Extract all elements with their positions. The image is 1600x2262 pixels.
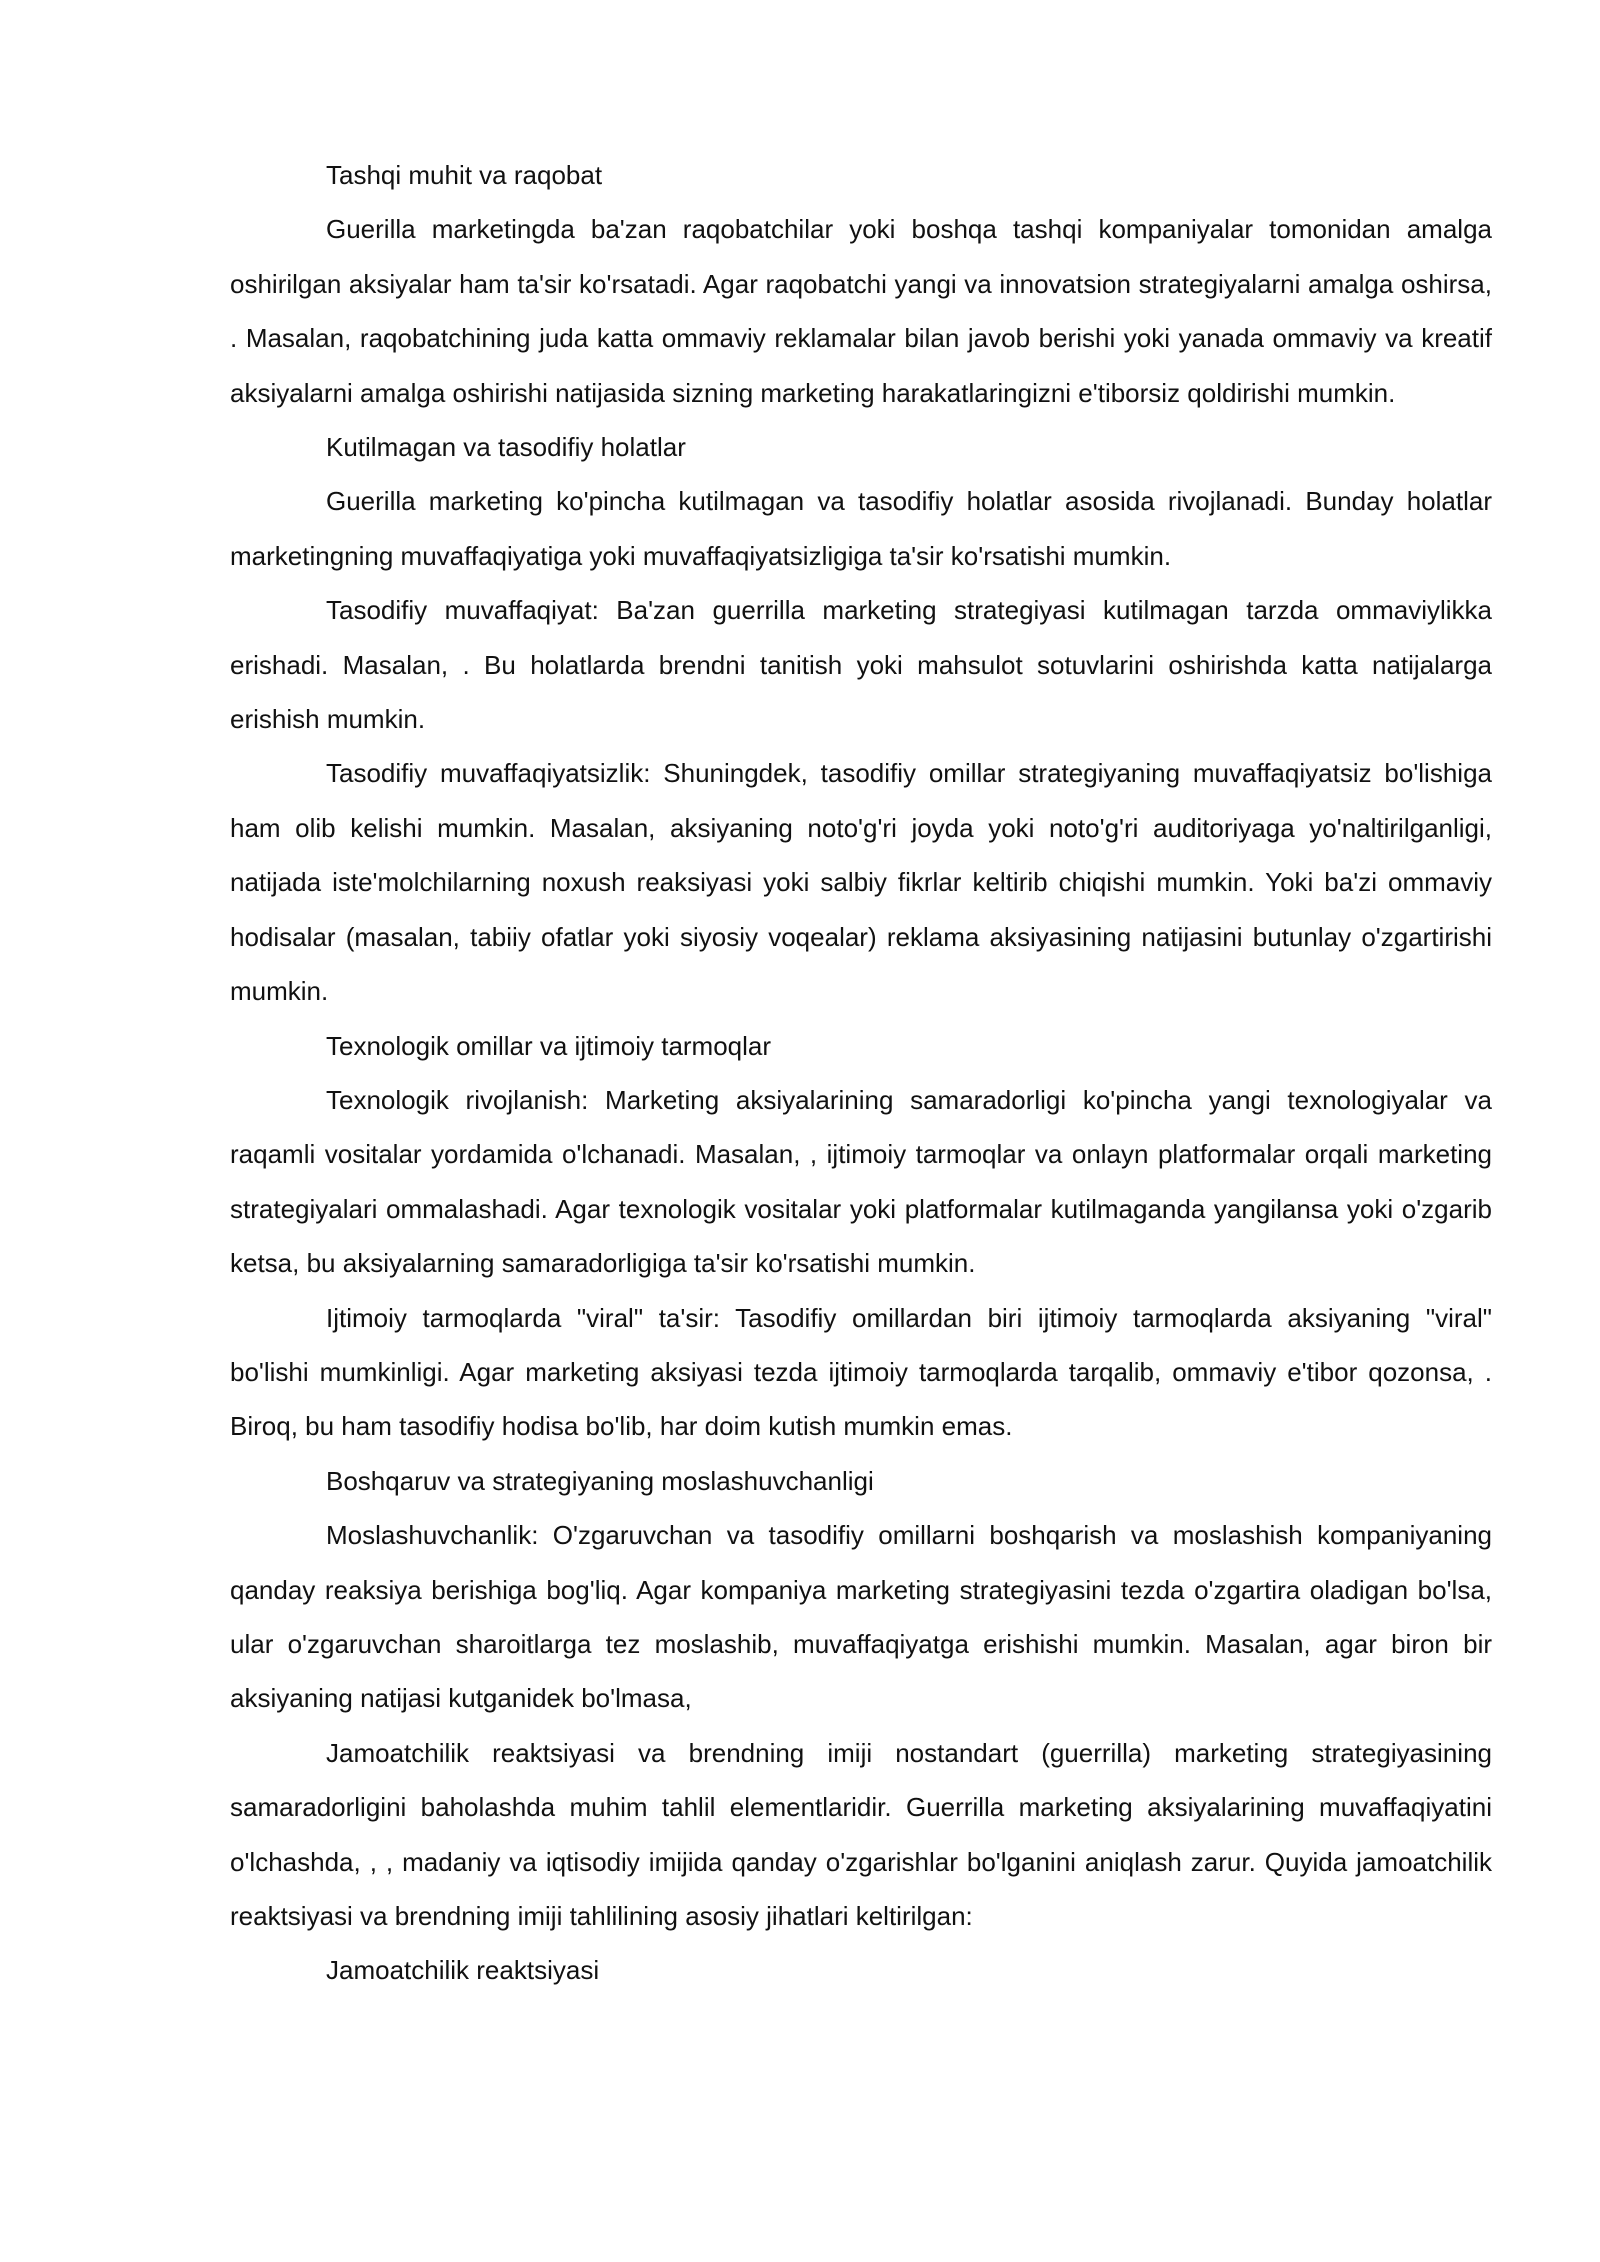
section-heading-external-environment: Tashqi muhit va raqobat — [326, 160, 603, 190]
document-body — [230, 148, 1492, 1998]
paragraph-unexpected-situations: Guerilla marketing ko'pincha kutilmagan va tasodifiy holatlar asosida rivojlanadi. Bunday holatlar marketingning muvaffaqiyatiga yoki muvaffaqiyatsizligiga ta'sir ko'rsatishi mumkin. — [230, 486, 1492, 571]
paragraph-random-success: Tasodifiy muvaffaqiyat: Ba'zan guerrilla marketing strategiyasi kutilmagan tarzda ommaviylikka erishadi. Masalan, . Bu holatlarda brendni tanitish yoki mahsulot sotuvlarini oshirishda katta natijalarga erishish mumkin. — [230, 595, 1492, 735]
section-heading-public-reaction: Jamoatchilik reaktsiyasi — [326, 1955, 600, 1986]
paragraph-public-reaction-intro: Jamoatchilik reaktsiyasi va brendning imiji nostandart (guerrilla) marketing strategiyasining samaradorligini baholashda muhim tahlil elementlaridir. Guerrilla marketing aksiyalarining muvaffaqiyatini o'lchashda, , , madaniy va iqtisodiy imijida qanday o'zgarishlar bo'lganini aniqlash zarur. Quyida jamoatchilik reaktsiyasi va brendning imiji tahlilining asosiy jihatlari keltirilgan: — [230, 1737, 1492, 1931]
paragraph-flexibility: Moslashuvchanlik: O'zgaruvchan va tasodifiy omillarni boshqarish va moslashish kompaniyaning qanday reaksiya berishiga bog'liq. Agar kompaniya marketing strategiyasini tezda o'zgartira oladigan bo'lsa, ular o'zgaruvchan sharoitlarga tez moslashib, muvaffaqiyatga erishishi mumkin. Masalan, agar biron bir aksiyaning natijasi kutganidek bo'lmasa, — [230, 1520, 1492, 1714]
section-heading-unexpected-situations: Kutilmagan va tasodifiy holatlar — [326, 432, 686, 463]
paragraph-random-failure: Tasodifiy muvaffaqiyatsizlik: Shuningdek, tasodifiy omillar strategiyaning muvaffaqiyatsiz bo'lishiga ham olib kelishi mumkin. Masalan, aksiyaning noto'g'ri joyda yoki noto'g'ri auditoriyaga yo'naltirilganligi, natijada iste'molchilarning noxush reaksiyasi yoki salbiy fikrlar keltirib chiqishi mumkin. Yoki ba'zi ommaviy hodisalar (masalan, tabiiy ofatlar yoki siyosiy voqealar) reklama aksiyasining natijasini butunlay o'zgartirishi mumkin. — [230, 758, 1492, 1007]
paragraph-competitors: Guerilla marketingda ba'zan raqobatchilar yoki boshqa tashqi kompaniyalar tomonidan amalga oshirilgan aksiyalar ham ta'sir ko'rsatadi. Agar raqobatchi yangi va innovatsion strategiyalarni amalga oshirsa, . Masalan, raqobatchining juda katta ommaviy reklamalar bilan javob berishi yoki yanada ommaviy va kreatif aksiyalarni amalga oshirishi natijasida sizning marketing harakatlaringizni e'tiborsiz qoldirishi mumkin. — [230, 214, 1492, 408]
paragraph-viral-effect: Ijtimoiy tarmoqlarda "viral" ta'sir: Tasodifiy omillardan biri ijtimoiy tarmoqlarda aksiyaning "viral" bo'lishi mumkinligi. Agar marketing aksiyasi tezda ijtimoiy tarmoqlarda tarqalib, ommaviy e'tibor qozonsa, . Biroq, bu ham tasodifiy hodisa bo'lib, har doim kutish mumkin emas. — [230, 1302, 1492, 1442]
section-heading-technology-social: Texnologik omillar va ijtimoiy tarmoqlar — [326, 1030, 772, 1061]
section-heading-management-flexibility: Boshqaruv va strategiyaning moslashuvchanligi — [326, 1465, 874, 1496]
paragraph-tech-development: Texnologik rivojlanish: Marketing aksiyalarining samaradorligi ko'pincha yangi texnologiyalar va raqamli vositalar yordamida o'lchanadi. Masalan, , ijtimoiy tarmoqlar va onlayn platformalar orqali marketing strategiyalari ommalashadi. Agar texnologik vositalar yoki platformalar kutilmaganda yangilansa yoki o'zgarib ketsa, bu aksiyalarning samaradorligiga ta'sir ko'rsatishi mumkin. — [230, 1084, 1492, 1279]
